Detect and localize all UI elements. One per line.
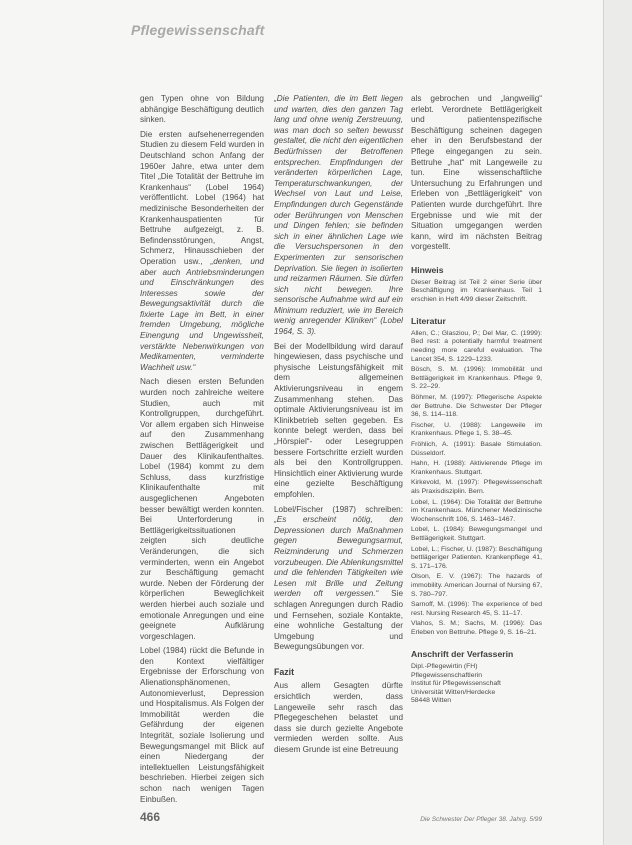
page-number: 466	[140, 810, 161, 824]
fazit-heading: Fazit	[274, 666, 295, 677]
reference-entry: Fischer, U. (1988): Langeweile im Krankenhaus. Pflege 1, S. 38–45.	[411, 421, 542, 438]
reference-entry: Lobel, L. (1984): Bewegungsmangel und Bettlägerigkeit. Stuttgart.	[411, 526, 542, 542]
journal-footer: Die Schwester Der Pfleger 38. Jahrg. 5/99	[420, 816, 542, 823]
address-line: Institut für Pflegewissenschaft	[411, 680, 501, 688]
scan-edge	[603, 0, 632, 845]
text-column-1	[140, 94, 264, 809]
paragraph: Bei der Modellbildung wird darauf hingewiesen, dass psychische und physische Leistungsfähigkeit mit dem allgemeinen Aktivierungsniveau in engem Zusammenhang stehen. Das optimale Aktivierungsniveau ist im Klinikbetrieb selten gegeben. Es konnte belegt werden, dass bei „Hörspiel“- oder Lesegruppen bessere Fortschritte erzielt wurden als bei den Kontrollgruppen. Hinsichtlich einer Aktivierung wurde eine gezielte Beschäftigung empfohlen.	[274, 341, 403, 499]
reference-list	[411, 330, 542, 638]
paragraph: Nach diesen ersten Befunden wurden noch zahlreiche weitere Studien, auch mit Kontrollgruppen, durchgeführt. Vor allem ergaben sich Hinweise auf den Zusammenhang zwischen Bettlägerigkeit und Dauer des Klinikaufenthaltes. Lobel (1984) kommt zu dem Schluss, dass kurzfristige Klinikaufenthalte mit ausgeglichenen Angeboten besser bewältigt werden konnten. Bei Unterforderung in Bettlägerigkeitssituationen zeigten sich deutliche Veränderungen, die sich verminderten, wenn ein Angebot zur Beschäftigung gemacht wurde. Neben der Förderung der körperlichen Beweglichkeit werden hierbei auch soziale und emotionale Anregungen und eine geeignete Aufklärung vorgeschlagen.	[140, 377, 264, 641]
paragraph	[140, 130, 264, 374]
paragraph-text: Lobel/Fischer (1987) schreiben:	[274, 504, 403, 514]
reference-entry: Sarnoff, M. (1996): The experience of bed rest. Nursing Research 45, S. 11–17.	[411, 601, 542, 617]
quotation-text: „Die Patienten, die im Bett liegen und warten, dies den ganzen Tag lang und ohne wenig Zerstreuung, was man doch so selten bewusst gestaltet, die nicht den eigentlichen Bedürfnissen der Betroffenen entsprechen. Empfindungen der veränderten körperlichen Lage, Temperaturschwankungen, der Wechsel von Laut und Leise, Empfindungen durch Gegenstände oder Berührungen von Menschen und Dingen fehlen; sie befinden sich in einer ähnlichen Lage wie die Versuchspersonen in den Experimenten zur sensorischen Deprivation. Sie liegen in isolierten und reizarmen Räumen. Sie dürfen sich nicht bewegen. Ihre sensorische Aufnahme wird auf ein Minimum reduziert, wie im Bereich wenig anregender Kliniken“ (Lobel 1964, S. 3).	[274, 94, 403, 337]
text-column-2	[274, 94, 403, 760]
hinweis-heading: Hinweis	[411, 264, 444, 275]
section-header: Pflegewissenschaft	[131, 22, 265, 38]
author-address-heading: Anschrift der Verfasserin	[411, 649, 514, 660]
author-address	[411, 663, 542, 706]
reference-entry: Lobel, L.; Fischer, U. (1987): Beschäftigung bettlägeriger Patienten. Krankenpflege 41, S. 171–176.	[411, 545, 542, 570]
literatur-heading: Literatur	[411, 316, 446, 327]
paragraph-text: Sie schlagen Anregungen durch Radio und Fernsehen, soziale Kontakte, eine wohnliche Gestaltung der Umgebung und Bewegungsübungen vor.	[274, 589, 403, 652]
quotation	[274, 94, 403, 338]
paragraph	[274, 505, 403, 653]
reference-entry: Lobel, L. (1964): Die Totalität der Bettruhe im Krankenhaus. Münchener Medizinische Wochenschrift 106, S. 1463–1467.	[411, 498, 542, 523]
quotation: „denken, und aber auch Antriebsminderungen und Einschränkungen des Interesses sowie der Bewegungsaktivität durch die fixierte Lage im Bett, in einer fremden Umgebung, mögliche Einengung und Ungewissheit, verstärkte Nebenwirkungen von Medikamenten, verminderte Wachheit usw.“	[140, 256, 264, 372]
reference-entry: Kirkevold, M. (1997): Pflegewissenschaft als Praxisdisziplin. Bern.	[411, 479, 542, 495]
reference-entry: Vlahos, S. M.; Sachs, M. (1996): Das Erleben von Bettruhe. Pflege 9, S. 16–21.	[411, 620, 542, 636]
reference-entry: Bösch, S. M. (1996): Immobilität und Bettlägerigkeit im Krankenhaus. Pflege 9, S. 22–29.	[411, 366, 542, 391]
text-column-3	[411, 94, 542, 706]
reference-entry: Olson, E. V. (1967): The hazards of immobility. American Journal of Nursing 67, S. 780–797.	[411, 573, 542, 598]
paragraph: Lobel (1984) rückt die Befunde in den Kontext vielfältiger Ergebnisse der Erforschung von Alienationsphänomenen, Autonomieverlust, Depression und Hospitalismus. Als Folgen der Immobilität werden die Gefährdung der eigenen Integrität, soziale Isolierung und Bewegungsmangel mit Blick auf einen Niedergang der intellektuellen Leistungsfähigkeit beschrieben. Hierbei zeigen sich schon nach wenigen Tagen Einbußen.	[140, 646, 264, 804]
address-line: 58448 Witten	[411, 697, 452, 705]
paragraph: gen Typen ohne von Bildung abhängige Beschäftigung deutlich sinken.	[140, 94, 264, 125]
address-line: Universität Witten/Herdecke	[411, 688, 496, 696]
address-line: Pflegewissenschaftlerin	[411, 671, 483, 679]
paragraph: als gebrochen und „langweilig“ erlebt. Verordnete Bettlägerigkeit und patientenspezifische Beschäftigung scheinen dagegen eher in den Berufsbestand der Pflege eingegangen zu sein. Bettruhe „hat“ mit Langeweile zu tun. Eine wissenschaftliche Untersuchung zu Erfahrungen und Erleben von „Bettlägerigkeit“ von Patienten wurde durchgeführt. Ihre Ergebnisse und wie mit der Situation umgegangen werden kann, wird im nächsten Beitrag vorgestellt.	[411, 94, 542, 252]
reference-entry: Fröhlich, A. (1991): Basale Stimulation. Düsseldorf.	[411, 441, 542, 457]
reference-entry: Böhmer, M. (1997): Pflegerische Aspekte der Bettruhe. Die Schwester Der Pfleger 36, S. 114–118.	[411, 394, 542, 419]
paragraph: Aus allem Gesagten dürfte ersichtlich werden, dass Langeweile sehr rasch das Pflegegeschehen belastet und dass sie durch gezielte Angebote vermieden werden sollte. Aus diesem Grunde ist eine Betreuung	[274, 681, 403, 755]
address-line: Dipl.-Pflegewirtin (FH)	[411, 663, 478, 671]
hinweis-note	[411, 279, 542, 305]
reference-entry: Hahn, H. (1988): Aktivierende Pflege im Krankenhaus. Stuttgart.	[411, 460, 542, 476]
quotation: „Es erscheint nötig, den Depressionen durch Maßnahmen gegen Bewegungsarmut, Reizminderung und Schmerzen vorzubeugen. Die Ablenkungsmittel und die fehlenden Tätigkeiten wie Lesen mit Brille und Zeitung werden oft vergessen.“	[274, 515, 403, 599]
paragraph-text: Die ersten aufsehenerregenden Studien zu diesem Feld wurden in Deutschland schon Anfang der 1960er Jahre, etwa unter dem Titel „Die Totalität der Bettruhe im Krankenhaus“ (Lobel 1964) veröffentlicht. Lobel (1964) hat medizinische Besonderheiten der Krankenhauspatienten für Bettruhe aufgezeigt, z. B. Befindensstörungen, Angst, Schmerz, Hinausschieben der Operation usw.,	[140, 129, 264, 266]
note-text: Dieser Beitrag ist Teil 2 einer Serie über Beschäftigung im Krankenhaus. Teil 1 erschien in Heft 4/99 dieser Zeitschrift.	[411, 278, 542, 303]
reference-entry: Allen, C.; Glasziou, P.; Del Mar, C. (1999): Bed rest: a potentially harmful treatment needing more careful evaluation. The Lancet 354, S. 1229–1233.	[411, 329, 542, 363]
